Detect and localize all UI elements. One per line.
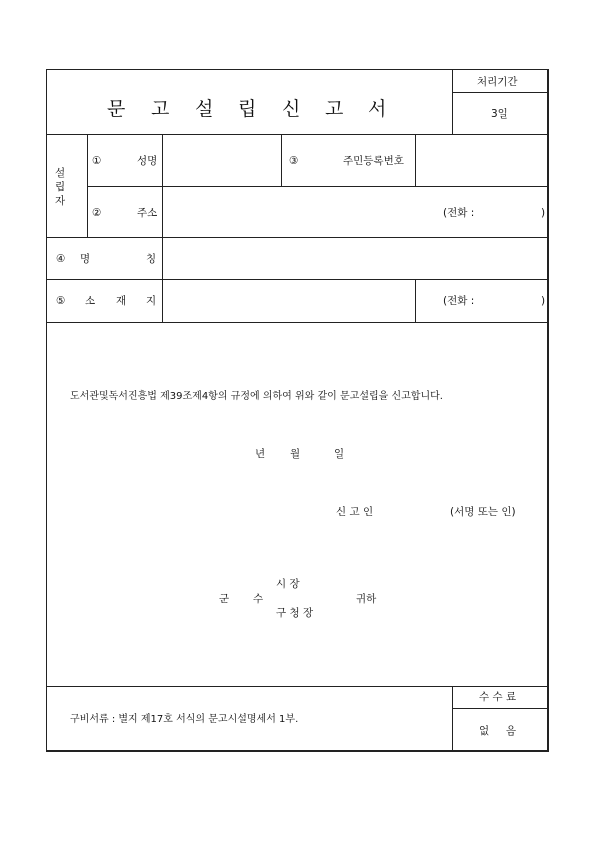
- location-number: ⑤: [56, 295, 66, 307]
- rule-period-mid: [452, 92, 547, 93]
- signature-label: (서명 또는 인): [450, 506, 516, 518]
- founder-phone-close: ): [541, 207, 546, 219]
- rule-location-right: [415, 279, 416, 322]
- rule-name-right: [281, 134, 282, 186]
- address-field[interactable]: [163, 187, 433, 236]
- location-phone-close: ): [541, 295, 546, 307]
- title-char: 고: [325, 98, 344, 120]
- title-char: 설: [195, 98, 214, 120]
- address-number: ②: [92, 207, 102, 219]
- location-phone-label: (전화 :: [443, 295, 475, 307]
- founder-label-char: 설: [55, 167, 66, 179]
- rule-fee-mid: [452, 708, 547, 709]
- addressee-county-char: 수: [253, 593, 264, 605]
- library-name-label-char: 칭: [146, 253, 157, 265]
- reporter-label: 신 고 인: [336, 506, 374, 518]
- location-label-char: 소: [85, 295, 96, 307]
- rule-location-bottom: [47, 322, 547, 323]
- processing-period-value: 3일: [491, 108, 508, 120]
- rrn-number: ③: [289, 155, 299, 167]
- date-day-label: 일: [334, 448, 345, 460]
- location-label-char: 지: [146, 295, 157, 307]
- honorific: 귀하: [356, 593, 377, 605]
- rrn-label: 주민등록번호: [343, 155, 404, 167]
- title-char: 문: [107, 98, 126, 120]
- processing-period-label: 처리기간: [477, 76, 518, 88]
- title-char: 서: [368, 98, 387, 120]
- rule-founder-label-right: [87, 134, 88, 237]
- date-year-label: 년: [255, 448, 266, 460]
- fee-value: 없 음: [479, 725, 516, 737]
- rule-fee-left: [452, 686, 453, 751]
- title-char: 립: [238, 98, 257, 120]
- library-name-label-char: 명: [80, 253, 91, 265]
- addressee-mayor: 시 장: [276, 578, 300, 590]
- rule-footer-top: [47, 686, 547, 687]
- reporter-name-field[interactable]: [385, 500, 445, 522]
- declaration-statement: 도서관및독서진흥법 제39조제4항의 규정에 의하여 위와 같이 문고설립을 신고합니다.: [70, 391, 443, 402]
- fee-label: 수 수 료: [479, 691, 517, 703]
- title-char: 고: [151, 98, 170, 120]
- location-phone-field[interactable]: [480, 290, 538, 312]
- title-char: 신: [282, 98, 301, 120]
- library-name-field[interactable]: [163, 238, 546, 278]
- location-label-char: 재: [116, 295, 127, 307]
- library-name-number: ④: [56, 253, 66, 265]
- rule-period-left: [452, 70, 453, 134]
- addressee-county-char: 군: [219, 593, 230, 605]
- rrn-field[interactable]: [416, 135, 546, 185]
- name-field[interactable]: [163, 135, 280, 185]
- founder-phone-field[interactable]: [480, 201, 538, 223]
- location-field[interactable]: [163, 280, 414, 321]
- name-label: 성명: [137, 155, 158, 167]
- required-documents: 구비서류 : 별지 제17호 서식의 문고시설명세서 1부.: [70, 714, 299, 725]
- founder-label-char: 립: [55, 181, 66, 193]
- founder-phone-label: (전화 :: [443, 207, 475, 219]
- founder-label-char: 자: [55, 195, 66, 207]
- name-number: ①: [92, 155, 102, 167]
- addressee-district-head: 구 청 장: [276, 607, 314, 619]
- address-label: 주소: [137, 207, 158, 219]
- date-month-label: 월: [290, 448, 301, 460]
